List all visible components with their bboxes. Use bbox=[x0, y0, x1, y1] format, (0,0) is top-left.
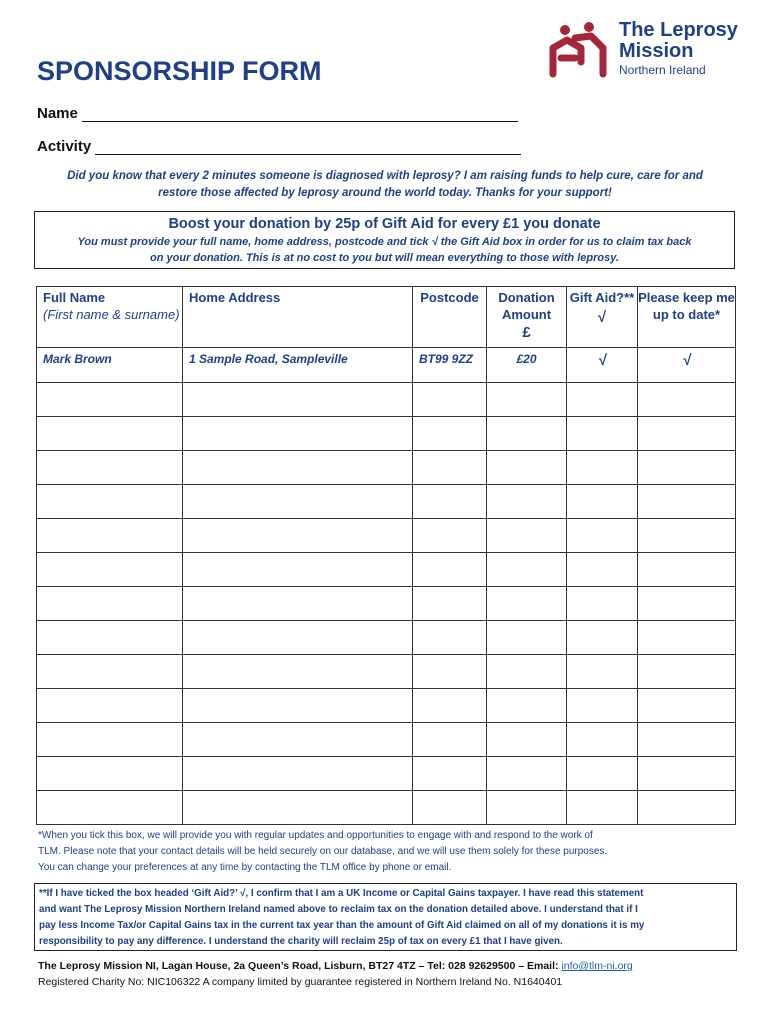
table-row[interactable] bbox=[37, 451, 736, 485]
cell-donation[interactable] bbox=[487, 791, 567, 825]
cell-keep-up[interactable] bbox=[638, 689, 736, 723]
cell-full-name[interactable] bbox=[37, 655, 183, 689]
cell-postcode[interactable] bbox=[413, 417, 487, 451]
footer-address: The Leprosy Mission NI, Lagan House, 2a Queen’s Road, Lisburn, BT27 4TZ – Tel: 028 92629500 – Email: info@tlm-ni.org bbox=[38, 960, 633, 972]
cell-full-name[interactable] bbox=[37, 621, 183, 655]
cell-keep-up[interactable] bbox=[638, 723, 736, 757]
sample-keep-up-tick: √ bbox=[638, 348, 736, 383]
cell-donation[interactable] bbox=[487, 757, 567, 791]
cell-keep-up[interactable] bbox=[638, 519, 736, 553]
cell-full-name[interactable] bbox=[37, 451, 183, 485]
header-full-name-sub: (First name & surname) bbox=[43, 307, 180, 322]
tlm-logo bbox=[545, 18, 745, 82]
header-home-address: Home Address bbox=[183, 287, 413, 348]
table-row[interactable] bbox=[37, 383, 736, 417]
activity-label: Activity bbox=[37, 138, 92, 155]
cell-keep-up[interactable] bbox=[638, 757, 736, 791]
cell-keep-up[interactable] bbox=[638, 655, 736, 689]
table-row[interactable] bbox=[37, 519, 736, 553]
cell-full-name[interactable] bbox=[37, 553, 183, 587]
declaration-line2: and want The Leprosy Mission Northern Ireland named above to reclaim tax on the donation detailed above. I understand that if I bbox=[39, 904, 638, 915]
cell-gift-aid[interactable] bbox=[567, 417, 638, 451]
cell-home-address[interactable] bbox=[183, 383, 413, 417]
cell-gift-aid[interactable] bbox=[567, 791, 638, 825]
cell-full-name[interactable] bbox=[37, 587, 183, 621]
cell-keep-up[interactable] bbox=[638, 451, 736, 485]
cell-gift-aid[interactable] bbox=[567, 383, 638, 417]
logo-line3: Northern Ireland bbox=[619, 63, 706, 77]
cell-postcode[interactable] bbox=[413, 757, 487, 791]
table-row[interactable] bbox=[37, 587, 736, 621]
donations-table bbox=[36, 286, 736, 825]
sample-row bbox=[37, 348, 736, 383]
cell-keep-up[interactable] bbox=[638, 791, 736, 825]
cell-gift-aid[interactable] bbox=[567, 519, 638, 553]
note-line1: *When you tick this box, we will provide you with regular updates and opportunities to engage with and respond to the work of bbox=[38, 830, 593, 841]
activity-line[interactable] bbox=[95, 140, 521, 155]
cell-donation[interactable] bbox=[487, 417, 567, 451]
cell-donation[interactable] bbox=[487, 587, 567, 621]
gift-aid-declaration bbox=[34, 883, 737, 951]
cell-home-address[interactable] bbox=[183, 757, 413, 791]
form-title: SPONSORSHIP FORM bbox=[37, 56, 322, 86]
tlm-figures-mark-icon bbox=[545, 18, 615, 80]
cell-keep-up[interactable] bbox=[638, 383, 736, 417]
name-label: Name bbox=[37, 105, 78, 122]
logo-line1: The Leprosy bbox=[619, 19, 738, 41]
cell-donation[interactable] bbox=[487, 519, 567, 553]
cell-keep-up[interactable] bbox=[638, 485, 736, 519]
header-gift-aid: Gift Aid?** √ bbox=[567, 287, 638, 348]
gift-aid-info-box bbox=[34, 211, 735, 269]
contact-note bbox=[38, 828, 738, 876]
cell-gift-aid[interactable] bbox=[567, 689, 638, 723]
gift-aid-title: Boost your donation by 25p of Gift Aid for every £1 you donate bbox=[168, 216, 601, 232]
cell-full-name[interactable] bbox=[37, 485, 183, 519]
cell-full-name[interactable] bbox=[37, 383, 183, 417]
cell-donation[interactable] bbox=[487, 621, 567, 655]
sample-postcode: BT99 9ZZ bbox=[413, 348, 487, 383]
cell-postcode[interactable] bbox=[413, 383, 487, 417]
cell-full-name[interactable] bbox=[37, 791, 183, 825]
cell-gift-aid[interactable] bbox=[567, 451, 638, 485]
declaration-line4: responsibility to pay any difference. I understand the charity will reclaim 25p of tax on every £1 that I have given. bbox=[39, 936, 563, 947]
cell-donation[interactable] bbox=[487, 723, 567, 757]
cell-full-name[interactable] bbox=[37, 689, 183, 723]
cell-gift-aid[interactable] bbox=[567, 655, 638, 689]
sample-donation: £20 bbox=[487, 348, 567, 383]
cell-home-address[interactable] bbox=[183, 417, 413, 451]
cell-full-name[interactable] bbox=[37, 417, 183, 451]
cell-postcode[interactable] bbox=[413, 723, 487, 757]
declaration-line1: **If I have ticked the box headed ‘Gift Aid?’ √, I confirm that I am a UK Income or Capital Gains taxpayer. I have read this statement bbox=[39, 888, 644, 899]
gift-aid-line2: on your donation. This is at no cost to you but will mean everything to those with leprosy. bbox=[150, 252, 619, 264]
sample-full-name: Mark Brown bbox=[37, 348, 183, 383]
header-keep-up: Please keep me up to date* bbox=[638, 287, 736, 348]
table-row[interactable] bbox=[37, 417, 736, 451]
cell-donation[interactable] bbox=[487, 689, 567, 723]
table-row[interactable] bbox=[37, 655, 736, 689]
cell-gift-aid[interactable] bbox=[567, 621, 638, 655]
cell-donation[interactable] bbox=[487, 383, 567, 417]
intro-text bbox=[30, 168, 740, 202]
sample-gift-aid-tick: √ bbox=[567, 348, 638, 383]
cell-gift-aid[interactable] bbox=[567, 723, 638, 757]
table-row[interactable] bbox=[37, 689, 736, 723]
cell-home-address[interactable] bbox=[183, 655, 413, 689]
cell-postcode[interactable] bbox=[413, 621, 487, 655]
cell-gift-aid[interactable] bbox=[567, 587, 638, 621]
header-donation-sub: £ bbox=[522, 324, 531, 341]
cell-postcode[interactable] bbox=[413, 587, 487, 621]
header-donation: Donation Amount £ bbox=[487, 287, 567, 348]
cell-home-address[interactable] bbox=[183, 587, 413, 621]
table-row[interactable] bbox=[37, 553, 736, 587]
name-field[interactable] bbox=[37, 105, 518, 122]
sample-home-address: 1 Sample Road, Sampleville bbox=[183, 348, 413, 383]
cell-full-name[interactable] bbox=[37, 757, 183, 791]
cell-full-name[interactable] bbox=[37, 519, 183, 553]
cell-donation[interactable] bbox=[487, 451, 567, 485]
gift-aid-line1: You must provide your full name, home address, postcode and tick √ the Gift Aid box in order for us to claim tax back bbox=[77, 236, 692, 248]
cell-postcode[interactable] bbox=[413, 451, 487, 485]
cell-home-address[interactable] bbox=[183, 451, 413, 485]
cell-home-address[interactable] bbox=[183, 791, 413, 825]
cell-home-address[interactable] bbox=[183, 485, 413, 519]
table-row[interactable] bbox=[37, 757, 736, 791]
table-row[interactable] bbox=[37, 723, 736, 757]
intro-line1: Did you know that every 2 minutes someone is diagnosed with leprosy? I am raising funds to help cure, care for and bbox=[67, 170, 703, 182]
header-full-name: Full Name (First name & surname) bbox=[37, 287, 183, 348]
activity-field[interactable] bbox=[37, 138, 521, 155]
logo-line2: Mission bbox=[619, 40, 694, 62]
header-postcode: Postcode bbox=[413, 287, 487, 348]
table-header-row bbox=[37, 287, 736, 348]
header-gift-aid-tick: √ bbox=[597, 309, 607, 326]
note-line2: TLM. Please note that your contact details will be held securely on our database, and we will use them solely for these purposes. bbox=[38, 846, 608, 857]
cell-postcode[interactable] bbox=[413, 791, 487, 825]
cell-postcode[interactable] bbox=[413, 553, 487, 587]
cell-home-address[interactable] bbox=[183, 519, 413, 553]
cell-gift-aid[interactable] bbox=[567, 553, 638, 587]
footer-registration: Registered Charity No: NIC106322 A company limited by guarantee registered in Northern Ireland No. N1640401 bbox=[38, 976, 563, 988]
cell-full-name[interactable] bbox=[37, 723, 183, 757]
cell-postcode[interactable] bbox=[413, 519, 487, 553]
cell-postcode[interactable] bbox=[413, 655, 487, 689]
cell-gift-aid[interactable] bbox=[567, 485, 638, 519]
cell-donation[interactable] bbox=[487, 553, 567, 587]
table-row[interactable] bbox=[37, 485, 736, 519]
cell-home-address[interactable] bbox=[183, 689, 413, 723]
cell-keep-up[interactable] bbox=[638, 417, 736, 451]
note-line3: You can change your preferences at any time by contacting the TLM office by phone or email. bbox=[38, 862, 452, 873]
cell-donation[interactable] bbox=[487, 485, 567, 519]
cell-home-address[interactable] bbox=[183, 553, 413, 587]
table-row[interactable] bbox=[37, 621, 736, 655]
cell-keep-up[interactable] bbox=[638, 587, 736, 621]
cell-home-address[interactable] bbox=[183, 723, 413, 757]
cell-keep-up[interactable] bbox=[638, 621, 736, 655]
cell-home-address[interactable] bbox=[183, 621, 413, 655]
declaration-line3: pay less Income Tax/or Capital Gains tax in the current tax year than the amount of Gift Aid claimed on all of my donations it is my bbox=[39, 920, 645, 931]
cell-keep-up[interactable] bbox=[638, 553, 736, 587]
cell-gift-aid[interactable] bbox=[567, 757, 638, 791]
intro-line2: restore those affected by leprosy around the world today. Thanks for your support! bbox=[158, 187, 612, 199]
cell-postcode[interactable] bbox=[413, 485, 487, 519]
name-line[interactable] bbox=[82, 107, 518, 122]
cell-postcode[interactable] bbox=[413, 689, 487, 723]
footer-email-link[interactable]: info@tlm-ni.org bbox=[561, 960, 633, 972]
cell-donation[interactable] bbox=[487, 655, 567, 689]
table-row[interactable] bbox=[37, 791, 736, 825]
